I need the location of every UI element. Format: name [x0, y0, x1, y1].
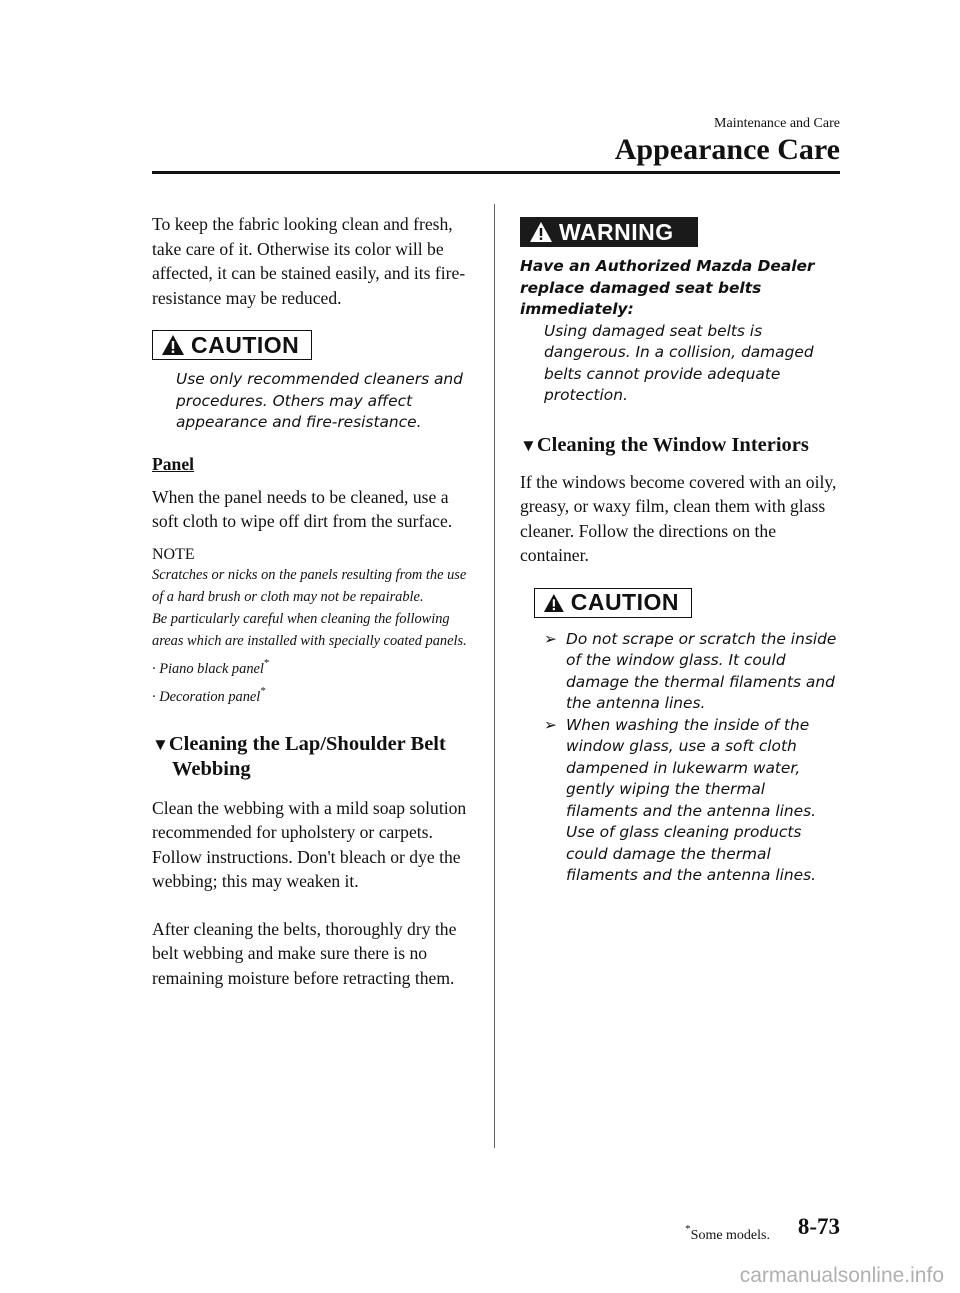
warning-triangle-icon: [543, 592, 565, 614]
webbing-paragraph-1: Clean the webbing with a mild soap solution recommended for upholstery or carpets. Follow instructions. Don't bleach or dye the webbing; this may weaken it.: [152, 797, 467, 891]
caution-bullet-2: ➢ When washing the inside of the window glass, use a soft cloth dampened in lukewarm water, gently wiping the thermal filaments and the antenna lines. Use of glass cleaning products could damage the thermal filaments and the antenna lines.: [544, 715, 838, 887]
caution-label: [152, 330, 312, 360]
warning-heading: Have an Authorized Mazda Dealer replace damaged seat belts immediately:: [520, 257, 815, 318]
page-number: 8-73: [797, 1214, 840, 1239]
window-paragraph: If the windows become covered with an oily, greasy, or waxy film, clean them with glass cleaner. Follow the directions on the container.: [520, 471, 837, 565]
note-line-1: Scratches or nicks on the panels resulting from the use of a hard brush or cloth may not be repairable.: [152, 566, 467, 605]
section-marker-icon: ▼: [152, 734, 169, 754]
page-title: Appearance Care: [614, 133, 840, 166]
warning-triangle-icon: [529, 221, 553, 243]
note-item-decoration: · Decoration panel*: [152, 684, 266, 705]
panel-paragraph: When the panel needs to be cleaned, use a soft cloth to wipe off dirt from the surface.: [152, 486, 453, 531]
caution-label-text: CAUTION: [570, 589, 679, 615]
arrow-bullet-icon: ➢: [544, 629, 557, 648]
note-item-piano-black: · Piano black panel*: [152, 656, 270, 677]
warning-label-text: WARNING: [559, 218, 674, 245]
warning-box: [520, 217, 838, 407]
section-heading-belt-webbing: ▼Cleaning the Lap/Shoulder Belt Webbing: [152, 732, 446, 780]
warning-label: [520, 217, 698, 247]
section-marker-icon: ▼: [520, 435, 537, 455]
footnote-some-models: *Some models.: [685, 1223, 770, 1243]
note-title: NOTE: [152, 545, 195, 563]
caution-label-text: CAUTION: [191, 331, 300, 358]
left-column: [152, 212, 470, 990]
warning-text: Using damaged seat belts is dangerous. In a collision, damaged belts cannot provide adequate protection.: [544, 321, 814, 404]
caution-text: Use only recommended cleaners and procedures. Others may affect appearance and fire-resistance.: [176, 370, 463, 431]
panel-heading: Panel: [152, 453, 195, 474]
arrow-bullet-icon: ➢: [544, 715, 557, 734]
caution-bullet-1: ➢ Do not scrape or scratch the inside of the window glass. It could damage the thermal filaments and the antenna lines.: [544, 629, 838, 715]
note-line-2: Be particularly careful when cleaning the following areas which are installed with specially coated panels.: [152, 610, 467, 649]
header-divider: [152, 171, 840, 174]
column-divider: [494, 204, 495, 1148]
section-heading-window-interiors: ▼Cleaning the Window Interiors: [520, 433, 809, 456]
caution-box-left: [152, 330, 470, 434]
intro-paragraph: To keep the fabric looking clean and fresh, take care of it. Otherwise its color will be affected, it can be stained easily, and its fire-resistance may be reduced.: [152, 214, 466, 308]
caution-label: [534, 588, 692, 618]
right-column: [520, 212, 838, 887]
header-section-label: Maintenance and Care: [714, 116, 840, 131]
webbing-paragraph-2: After cleaning the belts, thoroughly dry the belt webbing and make sure there is no remaining moisture before retracting them.: [152, 918, 457, 988]
caution-box-right: [520, 588, 838, 887]
warning-triangle-icon: [161, 334, 185, 356]
watermark-link[interactable]: carmanualsonline.info: [739, 1264, 944, 1287]
